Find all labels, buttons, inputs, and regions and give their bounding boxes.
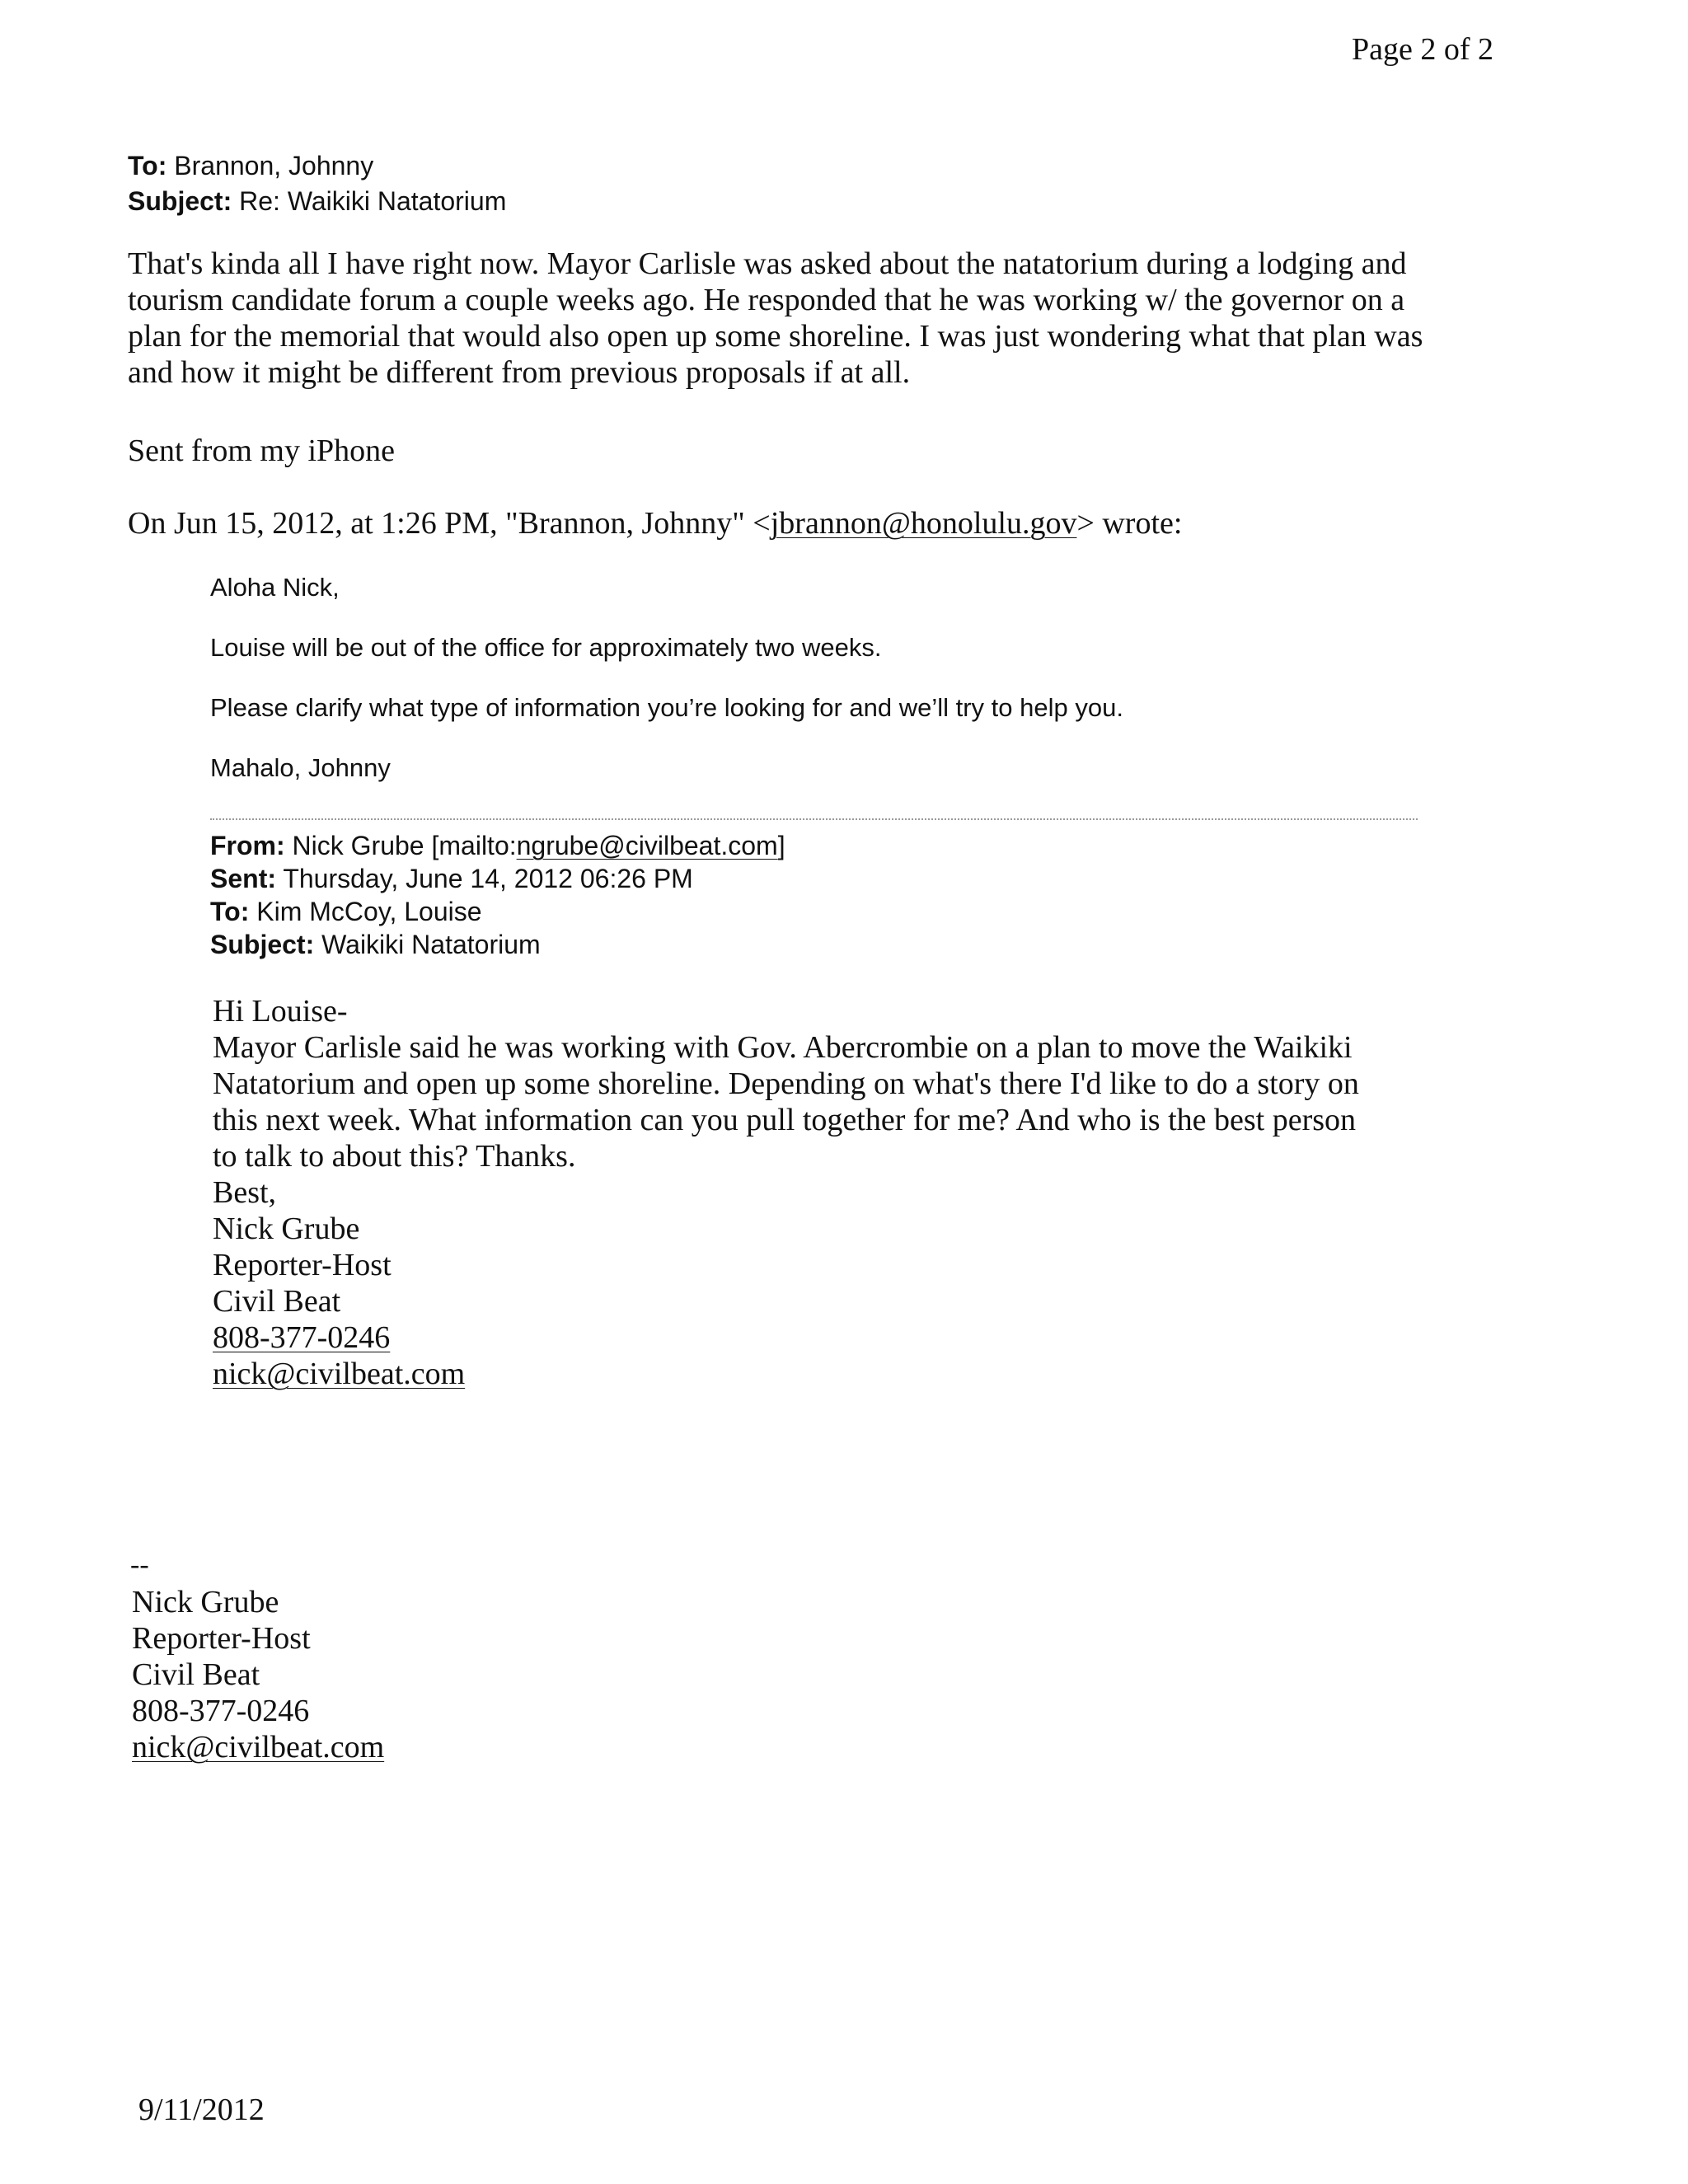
subject-label: Subject: bbox=[128, 186, 232, 216]
reply-body bbox=[128, 246, 1496, 391]
original-to-label: To: bbox=[210, 897, 250, 926]
reply-body-line: That's kinda all I have right now. Mayor Carlisle was asked about the natatorium during a lodging and bbox=[128, 246, 1407, 281]
signature-separator: -- bbox=[130, 1549, 149, 1580]
page-number: Page 2 of 2 bbox=[1352, 32, 1494, 67]
original-body-line: Natatorium and open up some shoreline. Depending on what's there I'd like to do a story on bbox=[213, 1066, 1359, 1101]
original-phone-link[interactable]: 808-377-0246 bbox=[213, 1320, 391, 1355]
original-body-line: Nick Grube bbox=[213, 1212, 360, 1246]
original-header bbox=[210, 829, 785, 961]
johnny-line-1: Louise will be out of the office for approximately two weeks. bbox=[210, 633, 882, 662]
johnny-greeting: Aloha Nick, bbox=[210, 573, 340, 602]
quote-divider bbox=[210, 818, 1418, 820]
subject-value: Re: Waikiki Natatorium bbox=[239, 186, 507, 216]
original-subject-value: Waikiki Natatorium bbox=[321, 930, 541, 959]
reply-header bbox=[128, 148, 506, 219]
original-body bbox=[213, 993, 1359, 1392]
reply-body-line: and how it might be different from previous proposals if at all. bbox=[128, 355, 911, 390]
johnny-signoff: Mahalo, Johnny bbox=[210, 753, 391, 782]
signature-org: Civil Beat bbox=[132, 1657, 260, 1692]
original-body-line: Reporter-Host bbox=[213, 1248, 392, 1282]
original-email-link[interactable]: nick@civilbeat.com bbox=[213, 1357, 466, 1391]
original-subject-line bbox=[210, 928, 785, 961]
signature-title: Reporter-Host bbox=[132, 1621, 311, 1656]
reply-to-line bbox=[128, 148, 506, 184]
quote-intro-prefix: On Jun 15, 2012, at 1:26 PM, "Brannon, Johnny" < bbox=[128, 506, 771, 541]
sent-value: Thursday, June 14, 2012 06:26 PM bbox=[283, 864, 693, 893]
original-body-line: Hi Louise- bbox=[213, 994, 348, 1029]
footer-date: 9/11/2012 bbox=[138, 2093, 265, 2127]
signature-phone: 808-377-0246 bbox=[132, 1694, 310, 1728]
original-body-line: Mayor Carlisle said he was working with Gov. Abercrombie on a plan to move the Waikiki bbox=[213, 1030, 1353, 1065]
signature-name: Nick Grube bbox=[132, 1585, 279, 1619]
original-subject-label: Subject: bbox=[210, 930, 315, 959]
original-body-line: this next week. What information can you pull together for me? And who is the best person bbox=[213, 1103, 1357, 1137]
johnny-line-2: Please clarify what type of information you’re looking for and we’ll try to help you. bbox=[210, 693, 1123, 722]
signature-email-link[interactable]: nick@civilbeat.com bbox=[132, 1730, 385, 1765]
original-from-line bbox=[210, 829, 785, 862]
original-sent-line bbox=[210, 862, 785, 895]
reply-subject-line bbox=[128, 184, 506, 219]
original-body-line: Best, bbox=[213, 1175, 277, 1210]
johnny-email-link[interactable]: jbrannon@honolulu.gov bbox=[770, 506, 1077, 541]
sent-from-line: Sent from my iPhone bbox=[128, 434, 396, 468]
quote-intro bbox=[128, 505, 1182, 541]
original-body-line: to talk to about this? Thanks. bbox=[213, 1139, 576, 1174]
to-label: To: bbox=[128, 151, 167, 180]
reply-body-line: tourism candidate forum a couple weeks ago. He responded that he was working w/ the governor on a bbox=[128, 283, 1405, 317]
ngrube-email-link[interactable]: ngrube@civilbeat.com bbox=[516, 831, 778, 860]
reply-body-line: plan for the memorial that would also open up some shoreline. I was just wondering what that plan was bbox=[128, 319, 1423, 354]
quote-intro-suffix: > wrote: bbox=[1076, 506, 1183, 541]
sent-label: Sent: bbox=[210, 864, 276, 893]
signature-block bbox=[132, 1584, 384, 1765]
original-body-line: Civil Beat bbox=[213, 1284, 341, 1319]
to-value: Brannon, Johnny bbox=[174, 151, 374, 180]
original-to-value: Kim McCoy, Louise bbox=[256, 897, 482, 926]
original-to-line bbox=[210, 895, 785, 928]
from-value-prefix: Nick Grube [mailto: bbox=[292, 831, 517, 860]
from-value-suffix: ] bbox=[777, 831, 785, 860]
from-label: From: bbox=[210, 831, 285, 860]
